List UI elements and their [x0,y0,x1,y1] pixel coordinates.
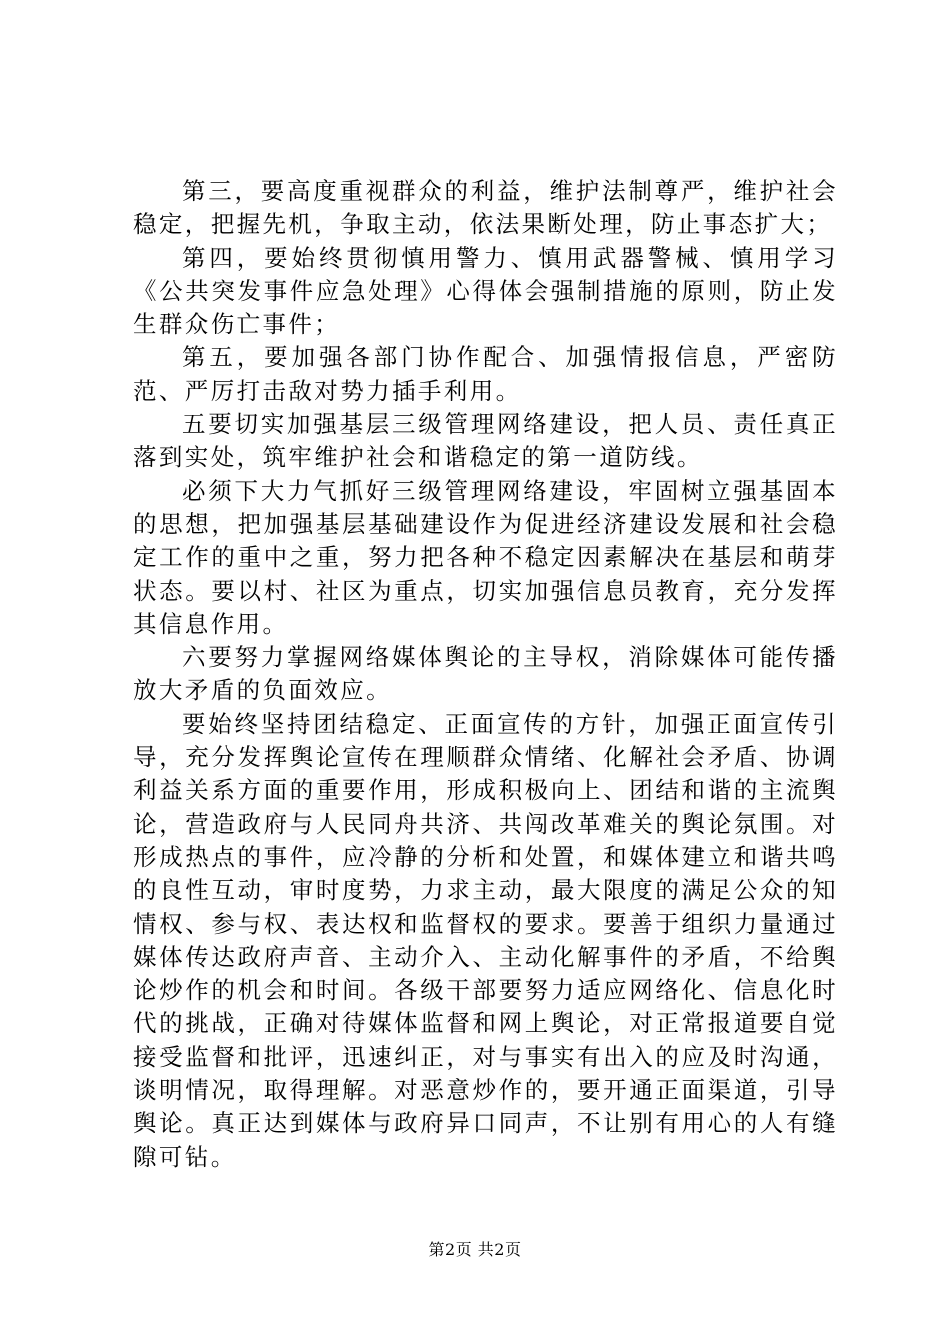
paragraph-2: 第四，要始终贯彻慎用警力、慎用武器警械、慎用学习《公共突发事件应急处理》心得体会强制措施的原则，防止发生群众伤亡事件； [133,243,838,339]
document-body [133,175,838,1174]
paragraph-1: 第三，要高度重视群众的利益，维护法制尊严，维护社会稳定，把握先机，争取主动，依法果断处理，防止事态扩大； [133,177,838,239]
paragraph-5: 必须下大力气抓好三级管理网络建设，牢固树立强基固本的思想，把加强基层基础建设作为促进经济建设发展和社会稳定工作的重中之重，努力把各种不稳定因素解决在基层和萌芽状态。要以村、社区为重点，切实加强信息员教育，充分发挥其信息作用。 [133,476,838,638]
paragraph-7: 要始终坚持团结稳定、正面宣传的方针，加强正面宣传引导，充分发挥舆论宣传在理顺群众情绪、化解社会矛盾、协调利益关系方面的重要作用，形成积极向上、团结和谐的主流舆论，营造政府与人民同舟共济、共闯改革难关的舆论氛围。对形成热点的事件，应冷静的分析和处置，和媒体建立和谐共鸣的良性互动，审时度势，力求主动，最大限度的满足公众的知情权、参与权、表达权和监督权的要求。要善于组织力量通过媒体传达政府声音、主动介入、主动化解事件的矛盾，不给舆论炒作的机会和时间。各级干部要努力适应网络化、信息化时代的挑战，正确对待媒体监督和网上舆论，对正常报道要自觉接受监督和批评，迅速纠正，对与事实有出入的应及时沟通，谈明情况，取得理解。对恶意炒作的，要开通正面渠道，引导舆论。真正达到媒体与政府异口同声，不让别有用心的人有缝隙可钻。 [133,709,838,1171]
paragraph-4: 五要切实加强基层三级管理网络建设，把人员、责任真正落到实处，筑牢维护社会和谐稳定的第一道防线。 [133,410,838,472]
paragraph-6: 六要努力掌握网络媒体舆论的主导权，消除媒体可能传播放大矛盾的负面效应。 [133,643,838,705]
page-number-footer: 第2页 共2页 [428,1240,522,1259]
paragraph-3: 第五，要加强各部门协作配合、加强情报信息，严密防范、严厉打击敌对势力插手利用。 [133,343,838,405]
